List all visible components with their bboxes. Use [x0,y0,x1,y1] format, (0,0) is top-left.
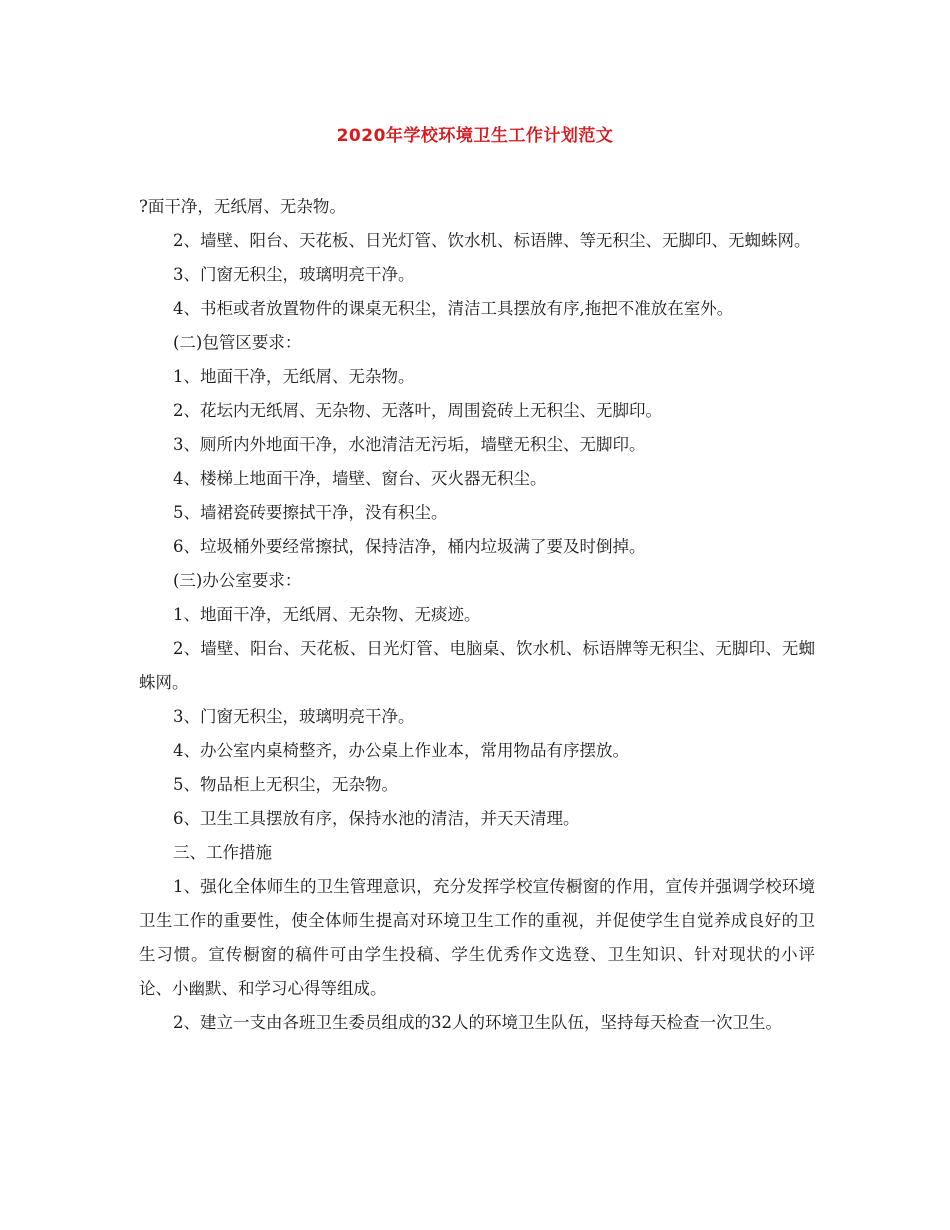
document-title: 2020年学校环境卫生工作计划范文 [336,126,614,146]
paragraph: 2、墙壁、阳台、天花板、日光灯管、电脑桌、饮水机、标语牌等无积尘、无脚印、无蜘蛛网。 [139,639,815,692]
paragraph: ?面干净，无纸屑、无杂物。 [139,197,346,216]
paragraph: 1、地面干净，无纸屑、无杂物。 [173,367,415,386]
paragraph: 2、墙壁、阳台、天花板、日光灯管、饮水机、标语牌、等无积尘、无脚印、无蜘蛛网。 [173,231,811,250]
paragraph: 4、书柜或者放置物件的课桌无积尘，清洁工具摆放有序,拖把不准放在室外。 [173,299,734,318]
section-heading: (三)办公室要求： [173,571,302,590]
section-heading: (二)包管区要求： [173,333,302,352]
paragraph: 6、垃圾桶外要经常擦拭，保持洁净，桶内垃圾满了要及时倒掉。 [173,537,646,556]
paragraph: 1、地面干净，无纸屑、无杂物、无痰迹。 [173,605,481,624]
paragraph: 3、门窗无积尘，玻璃明亮干净。 [173,265,415,284]
paragraph: 6、卫生工具摆放有序，保持水池的清洁，并天天清理。 [173,809,580,828]
paragraph: 2、建立一支由各班卫生委员组成的32人的环境卫生队伍，坚持每天检查一次卫生。 [173,1013,782,1032]
paragraph: 5、墙裙瓷砖要擦拭干净，没有积尘。 [173,503,448,522]
section-heading: 三、工作措施 [173,843,272,862]
paragraph: 3、门窗无积尘，玻璃明亮干净。 [173,707,415,726]
paragraph: 4、办公室内桌椅整齐，办公桌上作业本，常用物品有序摆放。 [173,741,629,760]
paragraph: 1、强化全体师生的卫生管理意识，充分发挥学校宣传橱窗的作用，宣传并强调学校环境卫生工作的重要性，使全体师生提高对环境卫生工作的重视，并促使学生自觉养成良好的卫生习惯。宣传橱窗的稿件可由学生投稿、学生优秀作文选登、卫生知识、针对现状的小评论、小幽默、和学习心得等组成。 [139,877,815,998]
paragraph: 5、物品柜上无积尘，无杂物。 [173,775,398,794]
paragraph: 3、厕所内外地面干净，水池清洁无污垢，墙壁无积尘、无脚印。 [173,435,646,454]
document-body [139,190,815,1040]
paragraph: 4、楼梯上地面干净，墙壁、窗台、灭火器无积尘。 [173,469,547,488]
paragraph: 2、花坛内无纸屑、无杂物、无落叶，周围瓷砖上无积尘、无脚印。 [173,401,662,420]
